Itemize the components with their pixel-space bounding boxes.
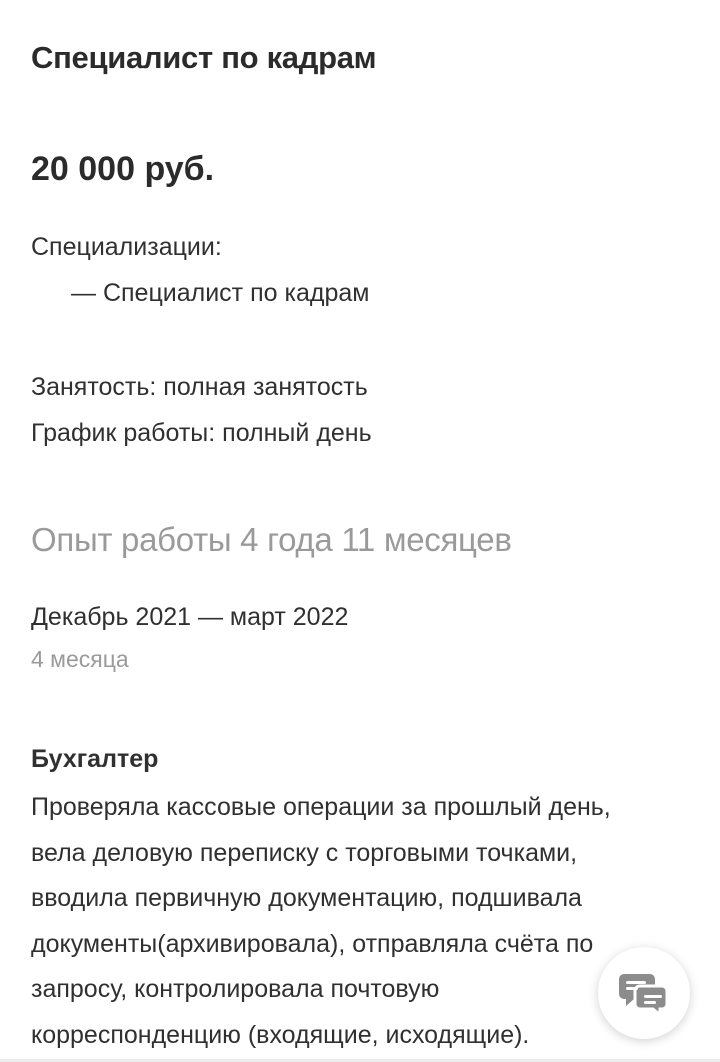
resume-title: Специалист по кадрам [31, 40, 377, 75]
chat-bubbles-icon [618, 970, 670, 1016]
specializations-label: Специализации: [31, 233, 222, 261]
job-position: Бухгалтер [31, 745, 159, 773]
chat-button[interactable] [598, 947, 690, 1039]
job-period: Декабрь 2021 — март 2022 [31, 603, 349, 631]
specialization-item: — Специалист по кадрам [71, 279, 370, 307]
salary: 20 000 руб. [31, 150, 215, 188]
job-duration: 4 месяца [31, 646, 129, 672]
work-schedule: График работы: полный день [31, 419, 372, 447]
employment-type: Занятость: полная занятость [31, 373, 368, 401]
job-description: Проверяла кассовые операции за прошлый день, вела деловую переписку с торговыми точками, вводила первичную документацию, подшивала документы(архивировала), отправляла счёта по запросу, контролировала почтовую корреспонденцию (входящие, исходящие). [31, 793, 611, 1049]
experience-heading: Опыт работы 4 года 11 месяцев [31, 521, 512, 558]
